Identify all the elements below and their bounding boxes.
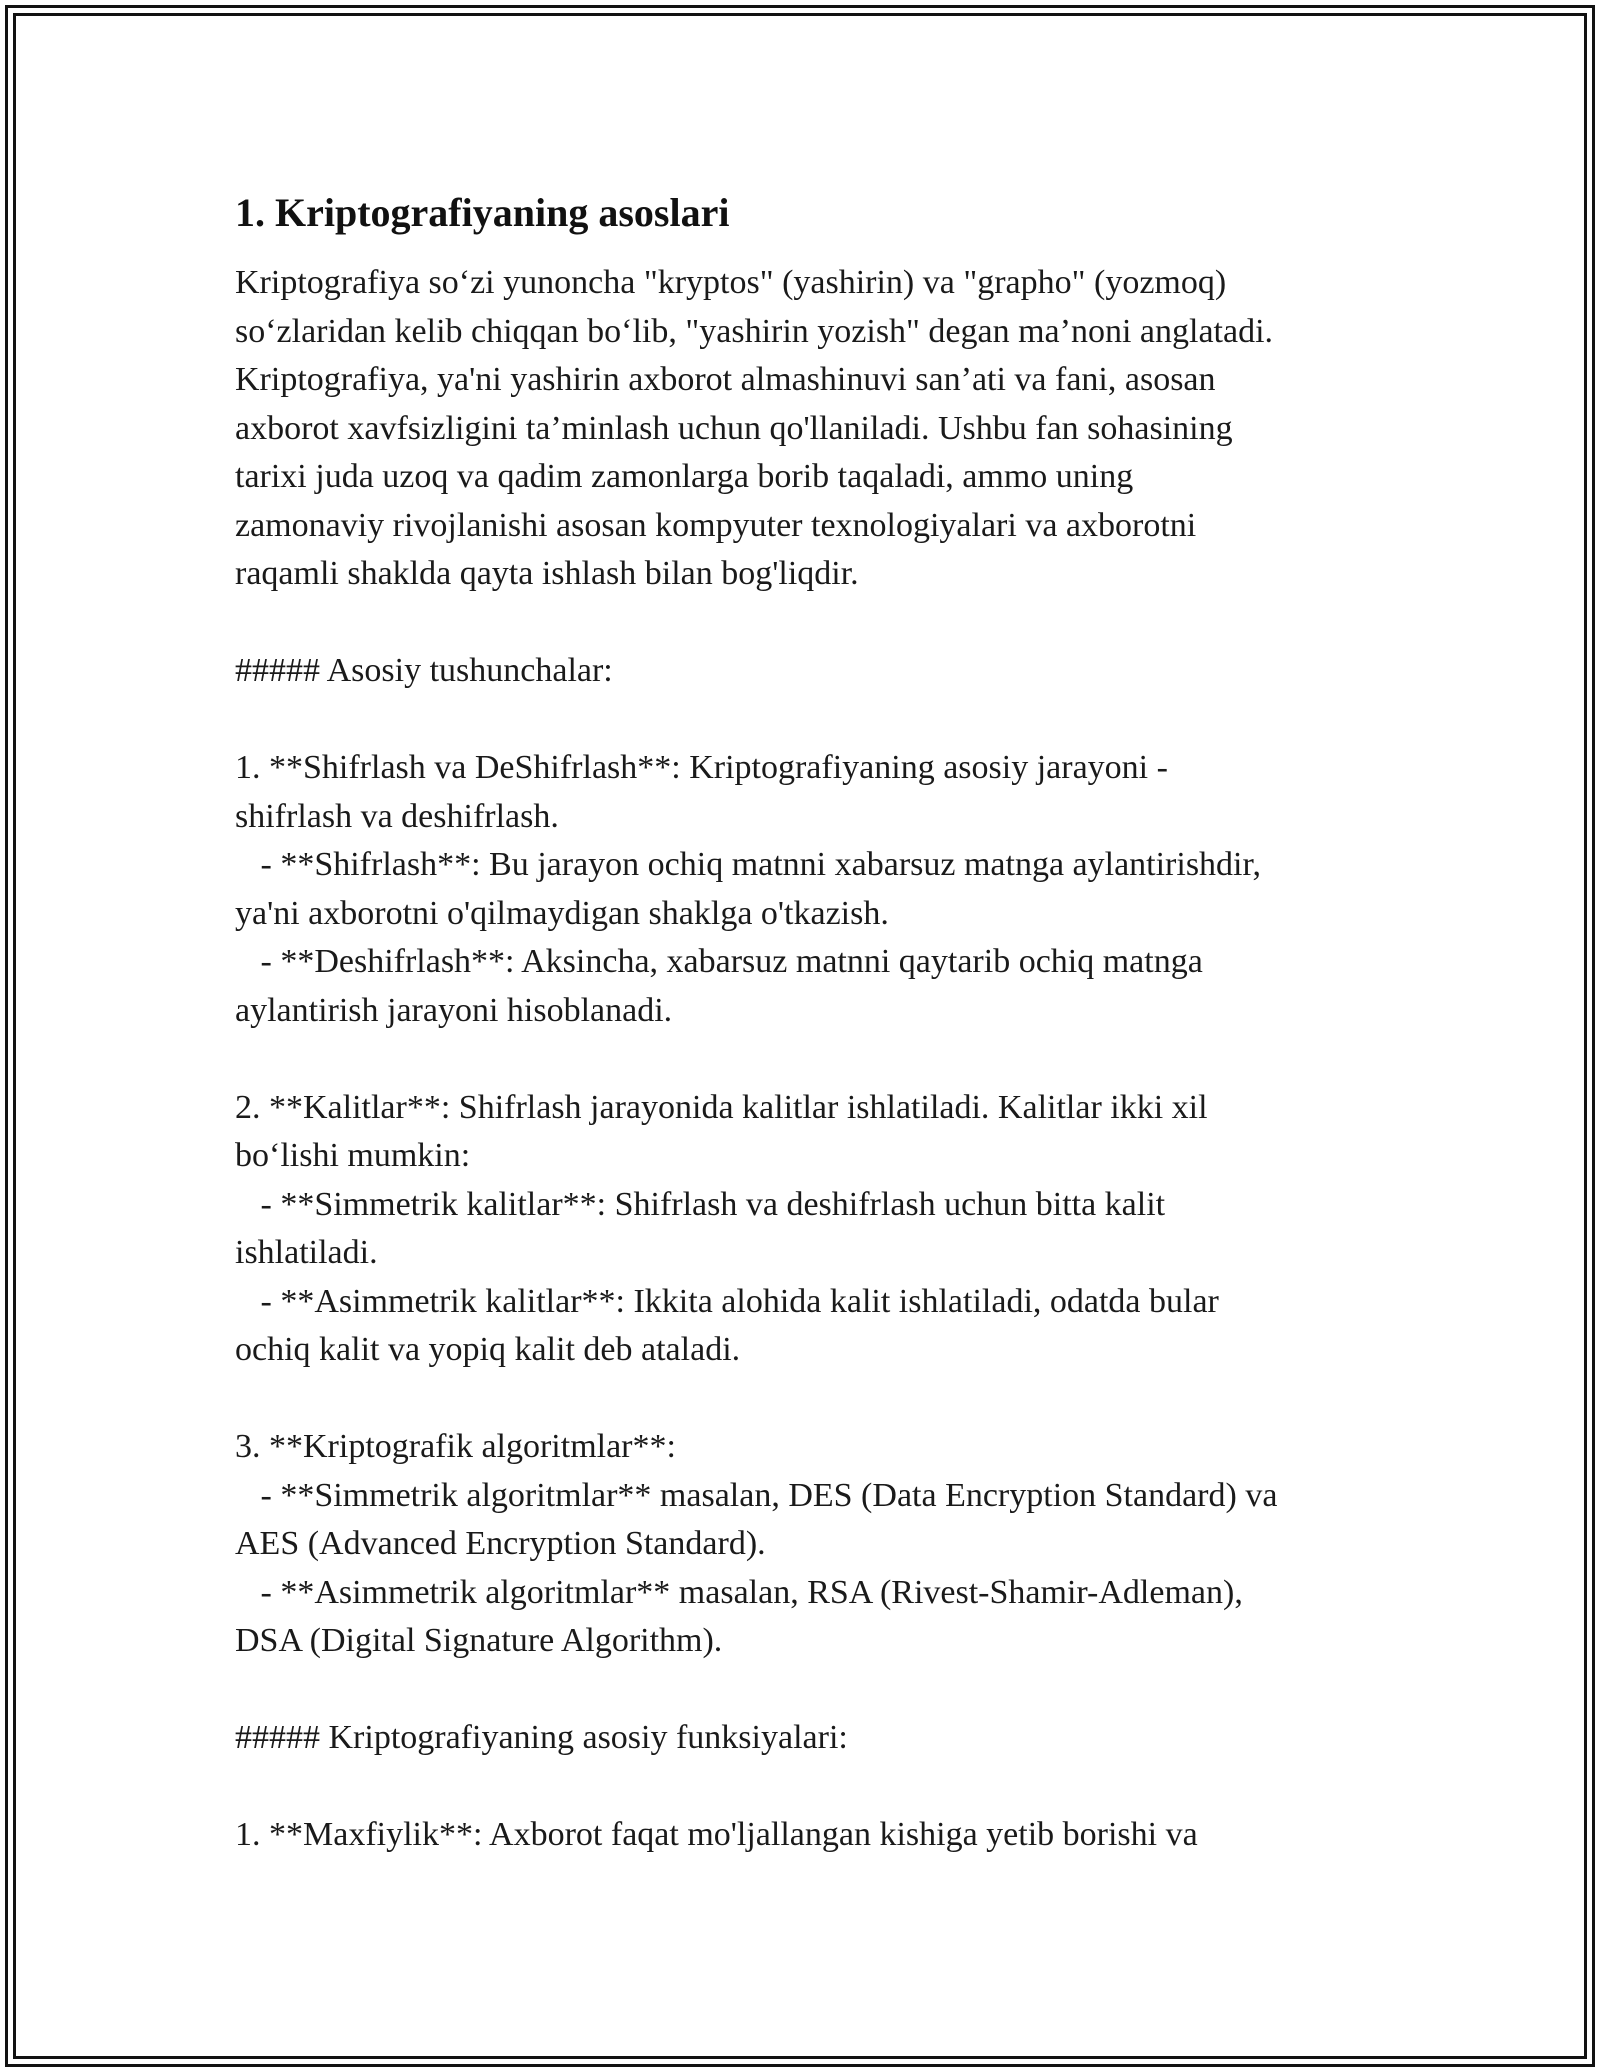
text-line: shifrlash va deshifrlash. — [235, 797, 559, 835]
text-line: - **Asimmetrik algoritmlar** masalan, RSA (Rivest-Shamir-Adleman), — [235, 1573, 1243, 1611]
text-line: - **Simmetrik kalitlar**: Shifrlash va deshifrlash uchun bitta kalit — [235, 1185, 1166, 1223]
text-line: axborot xavfsizligini ta’minlash uchun qo'llaniladi. Ushbu fan sohasining — [235, 409, 1233, 447]
text-line: - **Simmetrik algoritmlar** masalan, DES (Data Encryption Standard) va — [235, 1476, 1278, 1514]
text-line: AES (Advanced Encryption Standard). — [235, 1525, 766, 1562]
text-line: ##### Kriptografiyaning asosiy funksiyalari: — [235, 1719, 848, 1756]
text-line: 1. **Shifrlash va DeShifrlash**: Kriptografiyaning asosiy jarayoni - — [235, 749, 1168, 786]
blank-line — [235, 1375, 1395, 1424]
text-line: raqamli shaklda qayta ishlash bilan bog'liqdir. — [235, 555, 859, 592]
text-line: 3. **Kriptografik algoritmlar**: — [235, 1428, 676, 1465]
text-line: - **Shifrlash**: Bu jarayon ochiq matnni xabarsuz matnga aylantirishdir, — [235, 846, 1261, 883]
text-line: so‘zlaridan kelib chiqqan bo‘lib, "yashirin yozish" degan ma’noni anglatadi. — [235, 312, 1274, 350]
text-line: ##### Asosiy tushunchalar: — [235, 652, 613, 689]
text-line: DSA (Digital Signature Algorithm). — [235, 1622, 723, 1659]
text-line: tarixi juda uzoq va qadim zamonlarga borib taqaladi, ammo uning — [235, 458, 1134, 495]
text-line: zamonaviy rivojlanishi asosan kompyuter texnologiyalari va axborotni — [235, 506, 1197, 544]
blank-line — [235, 1035, 1395, 1084]
text-line: aylantirish jarayoni hisoblanadi. — [235, 991, 673, 1029]
blank-line — [235, 696, 1395, 745]
text-line: - **Deshifrlash**: Aksincha, xabarsuz matnni qaytarib ochiq matnga — [235, 943, 1203, 980]
text-line: - **Asimmetrik kalitlar**: Ikkita alohida kalit ishlatiladi, odatda bular — [235, 1282, 1219, 1320]
blank-line — [235, 1763, 1395, 1812]
text-line: Kriptografiya so‘zi yunoncha "kryptos" (yashirin) va "grapho" (yozmoq) — [235, 264, 1227, 301]
document-body — [235, 259, 1395, 1860]
text-line: ochiq kalit va yopiq kalit deb ataladi. — [235, 1331, 741, 1368]
text-line: ya'ni axborotni o'qilmaydigan shaklga o'tkazish. — [235, 894, 889, 932]
text-line: Kriptografiya, ya'ni yashirin axborot almashinuvi san’ati va fani, asosan — [235, 361, 1216, 398]
text-line: 2. **Kalitlar**: Shifrlash jarayonida kalitlar ishlatiladi. Kalitlar ikki xil — [235, 1088, 1208, 1126]
document-content — [235, 183, 1395, 1860]
text-line: ishlatiladi. — [235, 1234, 378, 1271]
document-title: 1. Kriptografiyaning asoslari — [235, 190, 730, 235]
blank-line — [235, 1666, 1395, 1715]
text-line: bo‘lishi mumkin: — [235, 1137, 471, 1174]
blank-line — [235, 599, 1395, 648]
text-line: 1. **Maxfiylik**: Axborot faqat mo'ljallangan kishiga yetib borishi va — [235, 1816, 1198, 1853]
